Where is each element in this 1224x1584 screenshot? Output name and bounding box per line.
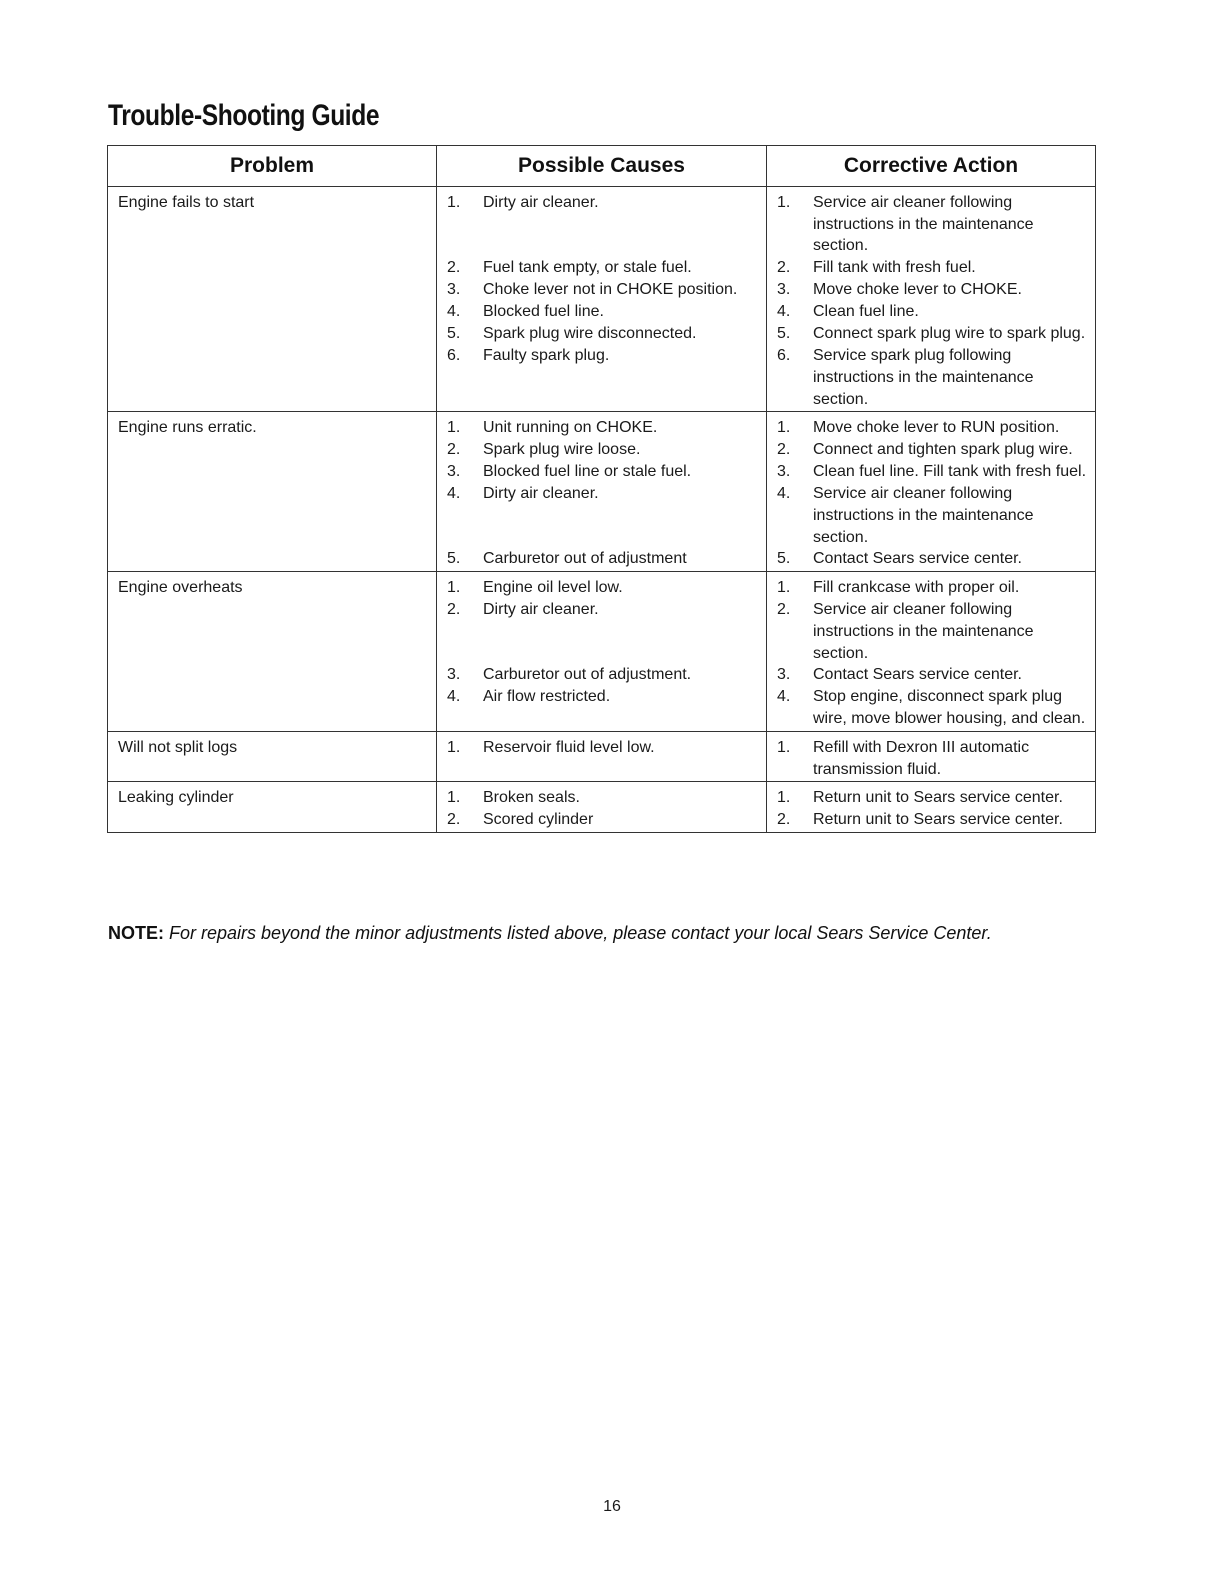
action-item-number: 4. bbox=[777, 485, 791, 503]
cause-item-text: Carburetor out of adjustment bbox=[483, 550, 687, 568]
action-item-text: Service air cleaner following instructions in the maintenance section. bbox=[813, 194, 1034, 255]
action-item bbox=[777, 257, 1087, 279]
action-item-number: 1. bbox=[777, 419, 791, 437]
action-item-text: Move choke lever to CHOKE. bbox=[813, 281, 1022, 299]
action-item-text: Contact Sears service center. bbox=[813, 666, 1022, 684]
action-item-number: 1. bbox=[777, 579, 791, 597]
cause-item-number: 1. bbox=[447, 738, 461, 756]
cause-item-number: 1. bbox=[447, 789, 461, 807]
cause-item-text: Blocked fuel line. bbox=[483, 303, 604, 320]
action-item-text: Contact Sears service center. bbox=[813, 550, 1022, 568]
problem-cell: Engine overheats bbox=[108, 572, 437, 732]
action-item-text: Connect and tighten spark plug wire. bbox=[813, 441, 1073, 459]
action-item bbox=[777, 461, 1087, 483]
action-item bbox=[777, 439, 1087, 461]
cause-item-number: 3. bbox=[447, 463, 461, 481]
action-item-number: 3. bbox=[777, 463, 791, 481]
actions-cell bbox=[767, 412, 1096, 572]
cause-item-number: 2. bbox=[447, 259, 461, 276]
table-row bbox=[108, 782, 1096, 833]
cause-item bbox=[447, 345, 758, 410]
cause-item-number: 4. bbox=[447, 688, 461, 706]
action-item bbox=[777, 345, 1087, 410]
cause-item bbox=[447, 686, 758, 729]
cause-item-text: Scored cylinder bbox=[483, 811, 594, 829]
cause-item-number: 2. bbox=[447, 441, 461, 459]
action-item-text: Connect spark plug wire to spark plug. bbox=[813, 325, 1086, 343]
causes-cell bbox=[437, 782, 767, 833]
action-item-text: Stop engine, disconnect spark plug wire, move blower housing, and clean. bbox=[813, 688, 1086, 728]
action-item-text: Service air cleaner following instructions in the maintenance section. bbox=[813, 601, 1034, 662]
action-item-number: 1. bbox=[777, 789, 791, 807]
action-item-text: Return unit to Sears service center. bbox=[813, 811, 1063, 829]
cause-item-text: Reservoir fluid level low. bbox=[483, 738, 655, 756]
cause-item bbox=[447, 279, 758, 301]
cause-item-number: 4. bbox=[447, 485, 461, 503]
page-number: 16 bbox=[603, 1498, 621, 1515]
column-header-corrective-action: Corrective Action bbox=[767, 146, 1096, 187]
cause-item bbox=[447, 809, 758, 831]
table-row bbox=[108, 731, 1096, 781]
cause-item bbox=[447, 439, 758, 461]
action-item-text: Service spark plug following instructions in the maintenance section. bbox=[813, 347, 1034, 408]
action-item bbox=[777, 664, 1087, 686]
action-item-number: 1. bbox=[777, 738, 791, 756]
problem-cell: Will not split logs bbox=[108, 731, 437, 781]
action-item bbox=[777, 323, 1087, 345]
action-item bbox=[777, 279, 1087, 301]
cause-item bbox=[447, 664, 758, 686]
causes-cell bbox=[437, 187, 767, 412]
action-item bbox=[777, 737, 1087, 780]
cause-item-text: Broken seals. bbox=[483, 789, 580, 807]
action-item-number: 3. bbox=[777, 281, 791, 299]
cause-item-number: 2. bbox=[447, 811, 461, 829]
cause-item-number: 4. bbox=[447, 303, 461, 320]
cause-item-text: Choke lever not in CHOKE position. bbox=[483, 281, 738, 298]
cause-item bbox=[447, 301, 758, 323]
actions-cell bbox=[767, 731, 1096, 781]
actions-cell bbox=[767, 187, 1096, 412]
action-item-number: 2. bbox=[777, 811, 791, 829]
cause-item-text: Unit running on CHOKE. bbox=[483, 419, 658, 437]
action-item-number: 4. bbox=[777, 303, 791, 321]
table-row bbox=[108, 572, 1096, 732]
action-item bbox=[777, 301, 1087, 323]
cause-item-text: Carburetor out of adjustment. bbox=[483, 666, 692, 684]
cause-item-text: Air flow restricted. bbox=[483, 688, 611, 706]
cause-item bbox=[447, 192, 758, 257]
action-item-number: 5. bbox=[777, 325, 791, 343]
action-item-text: Service air cleaner following instructions in the maintenance section. bbox=[813, 485, 1034, 546]
action-item-number: 2. bbox=[777, 259, 791, 277]
action-item-text: Move choke lever to RUN position. bbox=[813, 419, 1060, 437]
cause-item-text: Dirty air cleaner. bbox=[483, 601, 599, 619]
action-item-text: Clean fuel line. bbox=[813, 303, 919, 321]
cause-item-number: 5. bbox=[447, 550, 461, 568]
action-item-number: 2. bbox=[777, 441, 791, 459]
cause-item bbox=[447, 257, 758, 279]
action-item-number: 3. bbox=[777, 666, 791, 684]
action-item-number: 2. bbox=[777, 601, 791, 619]
problem-cell: Engine fails to start bbox=[108, 187, 437, 412]
table-row bbox=[108, 412, 1096, 572]
cause-item bbox=[447, 599, 758, 664]
cause-item-text: Blocked fuel line or stale fuel. bbox=[483, 463, 692, 481]
column-header-problem: Problem bbox=[108, 146, 437, 187]
cause-item-number: 1. bbox=[447, 579, 461, 597]
action-item-number: 5. bbox=[777, 550, 791, 568]
cause-item-text: Engine oil level low. bbox=[483, 579, 623, 597]
action-item bbox=[777, 787, 1087, 809]
cause-item bbox=[447, 577, 758, 599]
cause-item-text: Spark plug wire loose. bbox=[483, 441, 641, 459]
cause-item-number: 3. bbox=[447, 666, 461, 684]
table-row bbox=[108, 187, 1096, 412]
cause-item-number: 1. bbox=[447, 419, 461, 437]
action-item-text: Clean fuel line. Fill tank with fresh fuel. bbox=[813, 463, 1087, 481]
action-item bbox=[777, 599, 1087, 664]
cause-item-text: Spark plug wire disconnected. bbox=[483, 325, 697, 342]
action-item-number: 6. bbox=[777, 347, 791, 365]
table-body bbox=[108, 187, 1096, 833]
note bbox=[108, 921, 992, 945]
action-item bbox=[777, 483, 1087, 548]
action-item bbox=[777, 417, 1087, 439]
cause-item bbox=[447, 323, 758, 345]
page-title: Trouble-Shooting Guide bbox=[108, 99, 380, 132]
problem-cell: Engine runs erratic. bbox=[108, 412, 437, 572]
causes-cell bbox=[437, 572, 767, 732]
note-label: NOTE: bbox=[108, 923, 164, 943]
action-item bbox=[777, 548, 1087, 570]
action-item-number: 1. bbox=[777, 194, 791, 211]
actions-cell bbox=[767, 572, 1096, 732]
action-item-text: Return unit to Sears service center. bbox=[813, 789, 1063, 807]
table-header-row bbox=[108, 146, 1096, 187]
action-item-text: Fill crankcase with proper oil. bbox=[813, 579, 1020, 597]
cause-item-text: Faulty spark plug. bbox=[483, 347, 610, 364]
action-item-text: Refill with Dexron III automatic transmission fluid. bbox=[813, 738, 1030, 778]
cause-item-text: Fuel tank empty, or stale fuel. bbox=[483, 259, 692, 276]
action-item bbox=[777, 809, 1087, 831]
cause-item-number: 1. bbox=[447, 194, 461, 211]
action-item-text: Fill tank with fresh fuel. bbox=[813, 259, 976, 277]
action-item bbox=[777, 577, 1087, 599]
cause-item-text: Dirty air cleaner. bbox=[483, 485, 599, 503]
action-item bbox=[777, 192, 1087, 257]
column-header-possible-causes: Possible Causes bbox=[437, 146, 767, 187]
problem-cell: Leaking cylinder bbox=[108, 782, 437, 833]
cause-item-number: 3. bbox=[447, 281, 461, 298]
action-item bbox=[777, 686, 1087, 729]
note-text: For repairs beyond the minor adjustments listed above, please contact your local Sears Service Center. bbox=[169, 923, 992, 943]
cause-item-number: 5. bbox=[447, 325, 461, 342]
cause-item bbox=[447, 548, 758, 570]
cause-item bbox=[447, 483, 758, 548]
cause-item bbox=[447, 787, 758, 809]
cause-item-number: 2. bbox=[447, 601, 461, 619]
actions-cell bbox=[767, 782, 1096, 833]
cause-item bbox=[447, 417, 758, 439]
cause-item-number: 6. bbox=[447, 347, 461, 364]
cause-item bbox=[447, 461, 758, 483]
trouble-shooting-table bbox=[107, 145, 1096, 833]
causes-cell bbox=[437, 731, 767, 781]
cause-item-text: Dirty air cleaner. bbox=[483, 194, 599, 211]
action-item-number: 4. bbox=[777, 688, 791, 706]
cause-item bbox=[447, 737, 758, 780]
causes-cell bbox=[437, 412, 767, 572]
